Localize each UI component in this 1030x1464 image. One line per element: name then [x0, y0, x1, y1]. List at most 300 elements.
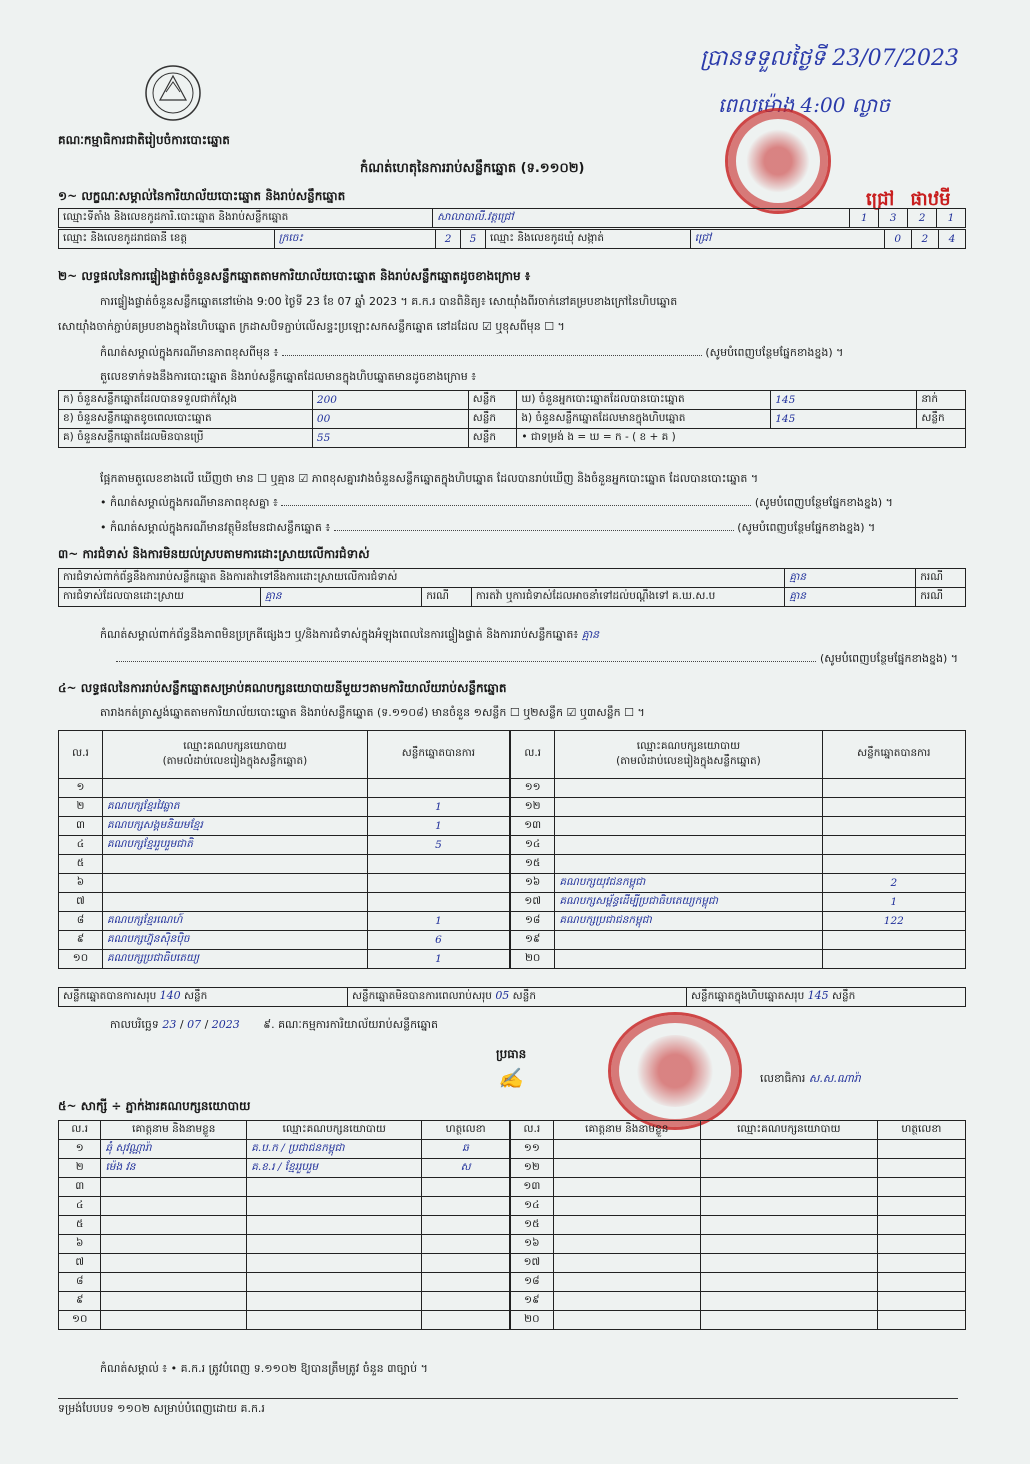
- w-col-name-r: គោត្តនាម និងនាមខ្លួន: [553, 1121, 700, 1140]
- row-no: ១៣: [511, 1178, 554, 1197]
- appeal-label: ការតវ៉ា ឬការជំទាស់ដែលអាចនាំទៅដល់បណ្តឹងទៅ គ.ឃ.ស.ប: [471, 588, 784, 607]
- witness-party[interactable]: [700, 1235, 877, 1254]
- witness-party[interactable]: [700, 1178, 877, 1197]
- row-no: ១៩: [511, 931, 555, 950]
- table-row: [59, 950, 510, 969]
- station-code-2: 3: [879, 209, 908, 228]
- party-votes[interactable]: [367, 893, 509, 912]
- in-box-value: 145: [771, 410, 917, 429]
- col-votes: សន្លឹកឆ្នោតបានការ: [367, 731, 509, 779]
- province-name: ក្រចេះ: [274, 230, 435, 249]
- formula: • ជាទម្រង់ ង = ឃ = ក - ( ខ + គ ): [517, 429, 966, 448]
- row-no: ១១: [511, 1140, 554, 1159]
- witness-name[interactable]: [553, 1273, 700, 1292]
- station-code-1: 1: [850, 209, 879, 228]
- received-date-annotation: ប្រានទទួលថ្ងៃទី 23/07/2023: [700, 46, 960, 71]
- witness-name[interactable]: [101, 1273, 247, 1292]
- col-no-r: ល.រ: [511, 731, 555, 779]
- witness-party[interactable]: [700, 1140, 877, 1159]
- resolved-label: ការជំទាស់ដែលបានដោះស្រាយ: [59, 588, 261, 607]
- province-code-1: 2: [436, 230, 461, 249]
- irregularity-note-label: កំណត់សម្គាល់ពាក់ព័ន្ធនឹងភាពមិនប្រក្រតីផ្សេងៗ ឬ/និងការជំទាស់ក្នុងអំឡុងពេលនៃការផ្ទៀងផ្ទាត់ និងការរាប់សន្លឹកឆ្នោត៖: [100, 628, 579, 641]
- party-votes[interactable]: 1: [367, 912, 509, 931]
- total-valid-value: 140: [159, 989, 181, 1002]
- office-tag-1: ជ្រៅ: [866, 189, 895, 210]
- row-no: ៧: [59, 893, 103, 912]
- voters-label: ឃ) ចំនួនអ្នកបោះឆ្នោតដែលបានបោះឆ្នោត: [517, 391, 771, 410]
- party-name[interactable]: [555, 779, 822, 798]
- verification-line1: ការផ្ទៀងផ្ទាត់ចំនួនសន្លឹកឆ្នោតនៅម៉ោង 9:00 ថ្ងៃទី 23 ខែ 07 ឆ្នាំ 2023 ។ គ.ក.រ បានពិនិត្យ៖ សោយ៉ាំងពីរចាក់នៅគម្របខាងក្រៅនៃហិបឆ្នោត: [100, 295, 678, 308]
- row-no: ៤: [59, 1197, 101, 1216]
- table-row: [59, 836, 510, 855]
- witness-name[interactable]: [553, 1216, 700, 1235]
- section5-heading: ៥~ សាក្សី ÷ ភ្នាក់ងារគណបក្សនយោបាយ: [58, 1099, 251, 1113]
- party-name[interactable]: [555, 836, 822, 855]
- table-row: [59, 1197, 510, 1216]
- table-row: [511, 1311, 966, 1330]
- party-name[interactable]: គណបក្សខ្មែរណេហ៍: [102, 912, 367, 931]
- witness-party[interactable]: [700, 1292, 877, 1311]
- row1-label: ឈ្មោះទីតាំង និងលេខកូដការិ.បោះឆ្នោត និងរាប់សន្លឹកឆ្នោត: [59, 209, 433, 228]
- spoiled-label: ខ) ចំនួនសន្លឹកឆ្នោតខូចពេលបោះឆ្នោត: [59, 410, 313, 429]
- difference-note-suffix: (សូមបំពេញបន្ថែមផ្នែកខាងខ្នង) ។: [705, 346, 844, 359]
- spoiled-value: 00: [312, 410, 468, 429]
- party-name[interactable]: [555, 817, 822, 836]
- received-label: ក) ចំនួនសន្លឹកឆ្នោតដែលបានទទួលជាក់ស្តែង: [59, 391, 313, 410]
- witness-sign[interactable]: [422, 1178, 510, 1197]
- bullet-discrepancy-field[interactable]: [281, 505, 751, 506]
- total-box-unit: សន្លឹក: [832, 990, 856, 1002]
- table-row: [511, 817, 966, 836]
- row-no: ៩: [59, 1292, 101, 1311]
- party-votes[interactable]: [822, 950, 965, 969]
- col-votes-r: សន្លឹកឆ្នោតបានការ: [822, 731, 965, 779]
- received-time-annotation: ពេលម៉ោង 4:00 ល្ងាច: [718, 93, 890, 117]
- party-votes[interactable]: [822, 798, 965, 817]
- results-table-left: [58, 730, 510, 969]
- received-value: 200: [312, 391, 468, 410]
- date-month: 07: [187, 1018, 202, 1031]
- table-row: [511, 912, 966, 931]
- witness-name[interactable]: [101, 1216, 247, 1235]
- totals-table: [58, 987, 966, 1007]
- witness-party[interactable]: [247, 1273, 422, 1292]
- date-label: កាលបរិច្ឆេទ: [110, 1018, 159, 1031]
- row-no: ៣: [59, 1178, 101, 1197]
- figures-intro: តួលេខទាក់ទងនឹងការបោះឆ្នោត និងរាប់សន្លឹកឆ្នោតដែលមានក្នុងហិបឆ្នោតមានដូចខាងក្រោម ៖: [100, 370, 477, 383]
- witness-sign[interactable]: [877, 1292, 965, 1311]
- table-row: [511, 1292, 966, 1311]
- appeal-value: គ្មាន: [785, 588, 916, 607]
- secretary-signature: ស.ស.ណារ៉ា: [808, 1072, 861, 1085]
- party-votes[interactable]: [822, 836, 965, 855]
- row-no: ៧: [59, 1254, 101, 1273]
- secretary: [760, 1072, 861, 1088]
- witness-sign[interactable]: [422, 1197, 510, 1216]
- commune-label: ឈ្មោះ និងលេខកូដឃុំ សង្កាត់: [485, 230, 690, 249]
- total-invalid-unit: សន្លឹក: [512, 990, 536, 1002]
- bullet-foreign-object: [100, 521, 960, 537]
- section1-table-row2: [58, 229, 966, 249]
- table-row: [511, 1235, 966, 1254]
- party-votes[interactable]: 122: [822, 912, 965, 931]
- party-name[interactable]: [555, 855, 822, 874]
- party-votes[interactable]: 6: [367, 931, 509, 950]
- table-row: [59, 1235, 510, 1254]
- party-votes[interactable]: [822, 931, 965, 950]
- section3-heading: ៣~ ការជំទាស់ និងការមិនយល់ស្របតាមការដោះស្រាយលើការជំទាស់: [58, 547, 370, 561]
- party-name[interactable]: [102, 855, 367, 874]
- total-invalid: [348, 988, 687, 1007]
- section2-heading: ២~ លទ្ធផលនៃការផ្ទៀងផ្ទាត់ចំនួនសន្លឹកឆ្នោតតាមការិយាល័យបោះឆ្នោត និងរាប់សន្លឹកឆ្នោតដូចខាងក្រោម ៖: [58, 269, 531, 283]
- row-no: ១៥: [511, 855, 555, 874]
- unused-unit: សន្លឹក: [468, 429, 517, 448]
- witness-sign[interactable]: [422, 1235, 510, 1254]
- verification-line2: សោយ៉ាំងចាក់ភ្ជាប់គម្របខាងក្នុងនៃហិបឆ្នោត ក្រដាសបិទភ្ជាប់លើសន្ទះប្រឡោះសកសន្លឹកឆ្នោត នៅដដែល ☑ ឬខុសពីមុន ☐ ។: [58, 320, 565, 333]
- witness-sign[interactable]: [877, 1159, 965, 1178]
- table-row: [511, 1140, 966, 1159]
- voters-value: 145: [771, 391, 917, 410]
- resolved-value: គ្មាន: [260, 588, 421, 607]
- party-name[interactable]: គណបក្សខ្មែរវៃឆ្លាត: [102, 798, 367, 817]
- commune-name: ជ្រៅ: [690, 230, 884, 249]
- witness-sign[interactable]: [877, 1311, 965, 1330]
- witness-party[interactable]: គ.ប.ក / ប្រជាជនកម្ពុជា: [247, 1140, 422, 1159]
- row-no: ៨: [59, 1273, 101, 1292]
- witness-party[interactable]: [247, 1178, 422, 1197]
- bullet-foreign-suffix: (សូមបំពេញបន្ថែមផ្នែកខាងខ្នង) ។: [737, 521, 876, 534]
- difference-note-label: កំណត់សម្គាល់ក្នុងករណីមានភាពខុសពីមុន ៖: [100, 346, 279, 359]
- witness-party[interactable]: [700, 1197, 877, 1216]
- row-no: ១: [59, 779, 103, 798]
- party-votes[interactable]: [367, 874, 509, 893]
- party-name[interactable]: [555, 798, 822, 817]
- row-no: ២០: [511, 950, 555, 969]
- total-box-label: សន្លឹកឆ្នោតក្នុងហិបឆ្នោតសរុប: [691, 990, 805, 1002]
- witness-party[interactable]: [247, 1311, 422, 1330]
- col-party-label-r: ឈ្មោះគណបក្សនយោបាយ: [636, 739, 741, 752]
- row-no: ១១: [511, 779, 555, 798]
- objection-row1-value: គ្មាន: [785, 569, 916, 588]
- table-row: [511, 1197, 966, 1216]
- table-row: [59, 779, 510, 798]
- date-line: កាលបរិច្ឆេទ 23 / 07 / 2023 ៩. គណៈកម្មការការិយាល័យរាប់សន្លឹកឆ្នោត: [110, 1018, 439, 1031]
- unused-label: គ) ចំនួនសន្លឹកឆ្នោតដែលមិនបានប្រើ: [59, 429, 313, 448]
- party-name[interactable]: គណបក្សសង្គមនិយមខ្មែរ: [102, 817, 367, 836]
- committee-name: គណៈកម្មាធិការជាតិរៀបចំការបោះឆ្នោត: [58, 133, 230, 147]
- witness-name[interactable]: ម៉េង វន: [101, 1159, 247, 1178]
- col-party-sub: (តាមលំដាប់លេខរៀងក្នុងសន្លឹកឆ្នោត): [162, 754, 308, 767]
- total-invalid-label: សន្លឹកឆ្នោតមិនបានការពេលរាប់សរុប: [352, 990, 492, 1002]
- table-row: [59, 1140, 510, 1159]
- bullet-discrepancy-label: • កំណត់សម្គាល់ក្នុងករណីមានភាពខុសគ្នា ៖: [100, 496, 278, 509]
- results-table-right: [510, 730, 966, 969]
- row-no: ១៨: [511, 912, 555, 931]
- party-votes[interactable]: [822, 817, 965, 836]
- table-row: [511, 1216, 966, 1235]
- commune-code-1: 0: [884, 230, 911, 249]
- party-name[interactable]: [102, 779, 367, 798]
- party-votes[interactable]: [822, 855, 965, 874]
- row-no: ១៤: [511, 1197, 554, 1216]
- form-title: កំណត់ហេតុនៃការរាប់សន្លឹកឆ្នោត (ទ.១១០២): [360, 161, 585, 176]
- witness-name[interactable]: [101, 1178, 247, 1197]
- party-votes[interactable]: 1: [367, 798, 509, 817]
- party-name[interactable]: [102, 893, 367, 912]
- witness-sign[interactable]: [422, 1254, 510, 1273]
- irregularity-suffix: (សូមបំពេញបន្ថែមផ្នែកខាងខ្នង) ។: [819, 652, 958, 665]
- table-row: [59, 1159, 510, 1178]
- table-row: [59, 1254, 510, 1273]
- party-votes[interactable]: 1: [367, 950, 509, 969]
- discrepancy-check: ផ្អែកតាមតួលេខខាងលើ ឃើញថា មាន ☐ ឬគ្មាន ☑ ភាពខុសគ្នារវាងចំនួនសន្លឹកឆ្នោតក្នុងហិបឆ្នោត ដែលបានរាប់ឃើញ និងចំនួនអ្នកបោះឆ្នោត ដែលបានបោះឆ្នោត ។: [100, 472, 759, 485]
- resolved-unit: ករណី: [422, 588, 472, 607]
- witness-sign[interactable]: [422, 1216, 510, 1235]
- table-row: [511, 1178, 966, 1197]
- footnote: កំណត់សម្គាល់ ៖ • គ.ក.រ ត្រូវបំពេញ ទ.១១០២ ឱ្យបានត្រឹមត្រូវ ចំនួន ៣ច្បាប់ ។: [100, 1362, 428, 1375]
- bullet-discrepancy-suffix: (សូមបំពេញបន្ថែមផ្នែកខាងខ្នង) ។: [754, 496, 893, 509]
- witness-name[interactable]: [101, 1235, 247, 1254]
- table-row: [59, 1178, 510, 1197]
- official-stamp-bottom: [608, 1012, 742, 1130]
- witness-sign[interactable]: [877, 1178, 965, 1197]
- witness-name[interactable]: [553, 1292, 700, 1311]
- chair-signature: ✍: [498, 1066, 523, 1090]
- difference-note: [100, 346, 960, 362]
- table-row: [59, 817, 510, 836]
- witness-sign[interactable]: [877, 1197, 965, 1216]
- witness-name[interactable]: [101, 1197, 247, 1216]
- table-row: [511, 893, 966, 912]
- row-no: ៦: [59, 874, 103, 893]
- witness-name[interactable]: [101, 1292, 247, 1311]
- official-stamp-top: [725, 108, 831, 214]
- col-party-r: [555, 731, 822, 779]
- total-valid: [59, 988, 348, 1007]
- row-no: ៤: [59, 836, 103, 855]
- witness-party[interactable]: [247, 1254, 422, 1273]
- total-valid-label: សន្លឹកឆ្នោតបានការសរុប: [63, 990, 157, 1002]
- party-votes[interactable]: 1: [367, 817, 509, 836]
- witness-table-left: [58, 1120, 510, 1330]
- polling-station-name: សាលាបាលី.វត្តជ្រៅ: [433, 209, 850, 228]
- witness-party[interactable]: [700, 1273, 877, 1292]
- bullet-discrepancy: [100, 496, 960, 512]
- col-no: ល.រ: [59, 731, 103, 779]
- objection-row1-unit: ករណី: [916, 569, 966, 588]
- witness-sign[interactable]: ឆ: [422, 1140, 510, 1159]
- witness-name[interactable]: [553, 1311, 700, 1330]
- tally-sheet-intro: តារាងកត់ត្រាស្ទង់ឆ្នោតតាមការិយាល័យបោះឆ្នោត និងរាប់សន្លឹកឆ្នោត (ទ.១១០៨) មានចំនួន ១សន្លឹក ☐ ឬ២សន្លឹក ☑ ឬ៣សន្លឹក ☐ ។: [100, 706, 645, 719]
- w-col-no: ល.រ: [59, 1121, 101, 1140]
- difference-note-field[interactable]: [282, 355, 702, 356]
- w-col-party: ឈ្មោះគណបក្សនយោបាយ: [247, 1121, 422, 1140]
- party-name[interactable]: [102, 874, 367, 893]
- w-col-sign-r: ហត្ថលេខា: [877, 1121, 965, 1140]
- party-name[interactable]: គណបក្សសម្ព័ន្ធដើម្បីប្រជាធិបតេយ្យកម្ពុជា: [555, 893, 822, 912]
- table-row: [59, 1292, 510, 1311]
- table-row: [511, 836, 966, 855]
- table-row: [511, 1159, 966, 1178]
- irregularity-note: [100, 628, 960, 644]
- witness-party[interactable]: [700, 1311, 877, 1330]
- party-name[interactable]: គណបក្សប្រជាធិបតេយ្យ: [102, 950, 367, 969]
- commune-code-2: 2: [911, 230, 938, 249]
- row-no: ២០: [511, 1311, 554, 1330]
- row-no: ១៦: [511, 874, 555, 893]
- row-no: ១៩: [511, 1292, 554, 1311]
- table-row: [59, 798, 510, 817]
- col-party: [102, 731, 367, 779]
- table-row: [511, 1273, 966, 1292]
- chair-label: ប្រធាន: [496, 1047, 527, 1061]
- witness-table-right: [510, 1120, 966, 1330]
- row-no: ៨: [59, 912, 103, 931]
- witness-sign[interactable]: [422, 1311, 510, 1330]
- table-row: [511, 950, 966, 969]
- table-row: [511, 1254, 966, 1273]
- party-name[interactable]: គណបក្សប្រជាជនកម្ពុជា: [555, 912, 822, 931]
- party-name[interactable]: គណបក្សហ្វ៊ុនស៊ិនប៉ិច: [102, 931, 367, 950]
- party-votes[interactable]: [367, 855, 509, 874]
- party-name[interactable]: [555, 931, 822, 950]
- witness-sign[interactable]: [877, 1216, 965, 1235]
- total-invalid-value: 05: [495, 989, 510, 1002]
- voters-unit: នាក់: [917, 391, 966, 410]
- total-box: [687, 988, 966, 1007]
- table-row: [511, 798, 966, 817]
- spoiled-unit: សន្លឹក: [468, 410, 517, 429]
- witness-name[interactable]: [101, 1311, 247, 1330]
- witness-party[interactable]: [247, 1197, 422, 1216]
- row-no: ១: [59, 1140, 101, 1159]
- section1-heading: ១~ លក្ខណៈសម្គាល់នៃការិយាល័យបោះឆ្នោត និងរាប់សន្លឹកឆ្នោត: [58, 189, 346, 203]
- row-no: ១៨: [511, 1273, 554, 1292]
- table-row: [59, 855, 510, 874]
- unused-value: 55: [312, 429, 468, 448]
- w-col-party-r: ឈ្មោះគណបក្សនយោបាយ: [700, 1121, 877, 1140]
- w-col-name: គោត្តនាម និងនាមខ្លួន: [101, 1121, 247, 1140]
- witness-sign[interactable]: [877, 1273, 965, 1292]
- row-no: ១២: [511, 798, 555, 817]
- witness-name[interactable]: [553, 1159, 700, 1178]
- witness-name[interactable]: [101, 1254, 247, 1273]
- party-name[interactable]: [555, 950, 822, 969]
- row-no: ១៧: [511, 893, 555, 912]
- witness-party[interactable]: [247, 1216, 422, 1235]
- table-row: [59, 912, 510, 931]
- party-votes[interactable]: [822, 779, 965, 798]
- w-col-sign: ហត្ថលេខា: [422, 1121, 510, 1140]
- irregularity-note-continue: [58, 652, 958, 668]
- table-row: [59, 874, 510, 893]
- witness-sign[interactable]: [877, 1254, 965, 1273]
- table-row: [59, 1311, 510, 1330]
- witness-party[interactable]: [247, 1235, 422, 1254]
- row2-label: ឈ្មោះ និងលេខកូដរាជធានី ខេត្ត: [59, 230, 275, 249]
- total-valid-unit: សន្លឹក: [184, 990, 208, 1002]
- in-box-label: ង) ចំនួនសន្លឹកឆ្នោតដែលមានក្នុងហិបឆ្នោត: [517, 410, 771, 429]
- row-no: ១០: [59, 950, 103, 969]
- party-name[interactable]: គណបក្សខ្មែររួបរួមជាតិ: [102, 836, 367, 855]
- figures-table: [58, 390, 966, 448]
- witness-name[interactable]: [553, 1235, 700, 1254]
- witness-party[interactable]: គ.ខ.រ / ខ្មែររួបរួម: [247, 1159, 422, 1178]
- bullet-foreign-label: • កំណត់សម្គាល់ក្នុងករណីមានវត្ថុមិនមែនជាសន្លឹកឆ្នោត ៖: [100, 521, 331, 534]
- row-no: ២: [59, 798, 103, 817]
- w-col-no-r: ល.រ: [511, 1121, 554, 1140]
- witness-name[interactable]: [553, 1197, 700, 1216]
- party-votes[interactable]: [367, 779, 509, 798]
- row-no: ៣: [59, 817, 103, 836]
- objections-table: [58, 568, 966, 607]
- col-party-sub-r: (តាមលំដាប់លេខរៀងក្នុងសន្លឹកឆ្នោត): [616, 754, 761, 767]
- row-no: ១៥: [511, 1216, 554, 1235]
- row-no: ១០: [59, 1311, 101, 1330]
- witness-name[interactable]: [553, 1254, 700, 1273]
- received-unit: សន្លឹក: [468, 391, 517, 410]
- table-row: [59, 1273, 510, 1292]
- total-box-value: 145: [807, 989, 829, 1002]
- irregularity-note-value: គ្មាន: [581, 628, 600, 641]
- national-emblem-icon: [138, 62, 208, 124]
- in-box-unit: សន្លឹក: [917, 410, 966, 429]
- table-row: [511, 779, 966, 798]
- station-code-3: 2: [908, 209, 937, 228]
- witness-sign[interactable]: [422, 1292, 510, 1311]
- secretary-label: លេខាធិការ: [760, 1072, 806, 1085]
- witness-sign[interactable]: [422, 1273, 510, 1292]
- witness-party[interactable]: [700, 1216, 877, 1235]
- form-note: ទម្រង់បែបបទ ១១០២ សម្រាប់បំពេញដោយ គ.ក.រ: [58, 1398, 958, 1418]
- party-votes[interactable]: 1: [822, 893, 965, 912]
- witness-sign[interactable]: ស: [422, 1159, 510, 1178]
- col-party-label: ឈ្មោះគណបក្សនយោបាយ: [183, 739, 287, 752]
- commune-code-3: 4: [938, 230, 965, 249]
- party-name[interactable]: គណបក្សយុវជនកម្ពុជា: [555, 874, 822, 893]
- section1-table: [58, 208, 966, 228]
- witness-name[interactable]: [553, 1140, 700, 1159]
- table-row: [511, 874, 966, 893]
- row-no: ៥: [59, 1216, 101, 1235]
- objection-row1-label: ការជំទាស់ពាក់ព័ន្ធនឹងការរាប់សន្លឹកឆ្នោត និងការតវ៉ាទៅនឹងការដោះស្រាយលើការជំទាស់: [59, 569, 785, 588]
- table-row: [59, 931, 510, 950]
- station-code-4: 1: [937, 209, 966, 228]
- bullet-foreign-field[interactable]: [334, 530, 734, 531]
- witness-party[interactable]: [247, 1292, 422, 1311]
- date-year: 2023: [211, 1018, 240, 1031]
- row-no: ៥: [59, 855, 103, 874]
- province-code-2: 5: [461, 230, 486, 249]
- party-votes[interactable]: 2: [822, 874, 965, 893]
- witness-party[interactable]: [700, 1254, 877, 1273]
- row-no: ៩: [59, 931, 103, 950]
- witness-name[interactable]: ឆុំ សុវណ្ណារ៉ា: [101, 1140, 247, 1159]
- section4-heading: ៤~ លទ្ធផលនៃការរាប់សន្លឹកឆ្នោតសម្រាប់គណបក្សនយោបាយនីមួយៗតាមការិយាល័យរាប់សន្លឹកឆ្នោត: [58, 681, 507, 695]
- party-votes[interactable]: 5: [367, 836, 509, 855]
- row-no: ១២: [511, 1159, 554, 1178]
- witness-sign[interactable]: [877, 1235, 965, 1254]
- witness-party[interactable]: [700, 1159, 877, 1178]
- table-row: [59, 893, 510, 912]
- witness-name[interactable]: [553, 1178, 700, 1197]
- row-no: ១៤: [511, 836, 555, 855]
- irregularity-field[interactable]: [116, 661, 816, 662]
- office-tag-2: ផាឋមី: [910, 189, 951, 210]
- appeal-unit: ករណី: [916, 588, 966, 607]
- table-row: [511, 855, 966, 874]
- witness-sign[interactable]: [877, 1140, 965, 1159]
